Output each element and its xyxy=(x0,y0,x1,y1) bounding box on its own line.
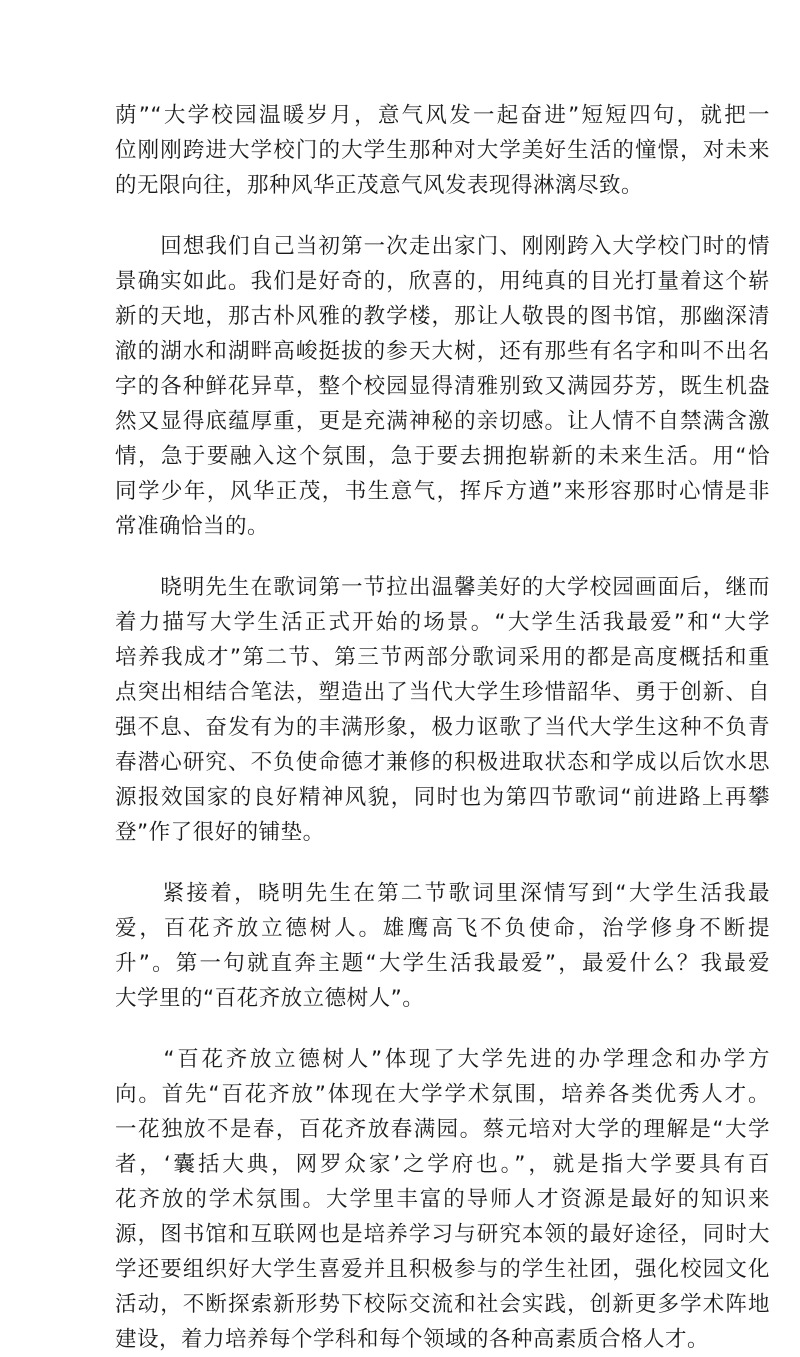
text-line: 一花独放不是春，百花齐放春满园。蔡元培对大学的理解是“大学 xyxy=(115,1117,770,1142)
body-text xyxy=(115,98,770,1357)
paragraph-gap xyxy=(115,1016,770,1042)
paragraph-gap xyxy=(115,850,770,876)
text-line: 培养我成才”第二节、第三节两部分歌词采用的都是高度概括和重 xyxy=(115,645,770,670)
text-line: 强不息、奋发有为的丰满形象，极力讴歌了当代大学生这种不负青 xyxy=(115,715,770,740)
paragraph-1 xyxy=(115,98,770,203)
text-line: 建设，着力培养每个学科和每个领域的各种高素质合格人才。 xyxy=(115,1327,710,1352)
text-line: 升”。第一句就直奔主题“大学生活我最爱”，最爱什么？我最爱 xyxy=(115,951,770,976)
text-line: 澈的湖水和湖畔高峻挺拔的参天大树，还有那些有名字和叫不出名 xyxy=(115,339,770,364)
text-line: 然又显得底蕴厚重，更是充满神秘的亲切感。让人情不自禁满含激 xyxy=(115,409,770,434)
text-line: 紧接着，晓明先生在第二节歌词里深情写到“大学生活我最 xyxy=(115,881,770,906)
text-line: 者，‘囊括大典，网罗众家’之学府也。”，就是指大学要具有百 xyxy=(115,1152,770,1177)
paragraph-2 xyxy=(115,229,770,544)
text-line: 同学少年，风华正茂，书生意气，挥斥方遒”来形容那时心情是非 xyxy=(115,479,770,504)
text-line: 荫”“大学校园温暖岁月，意气风发一起奋进”短短四句，就把一 xyxy=(115,103,770,128)
text-line: 位刚刚跨进大学校门的大学生那种对大学美好生活的憧憬，对未来 xyxy=(115,138,770,163)
text-line: 回想我们自己当初第一次走出家门、刚刚跨入大学校门时的情 xyxy=(115,234,770,259)
text-line: 春潜心研究、不负使命德才兼修的积极进取状态和学成以后饮水思 xyxy=(115,750,770,775)
text-line: 大学里的“百花齐放立德树人”。 xyxy=(115,986,425,1011)
text-line: 活动，不断探索新形势下校际交流和社会实践，创新更多学术阵地 xyxy=(115,1292,770,1317)
paragraph-4 xyxy=(115,876,770,1016)
paragraph-gap xyxy=(115,544,770,570)
text-line: 点突出相结合笔法，塑造出了当代大学生珍惜韶华、勇于创新、自 xyxy=(115,680,770,705)
text-line: 字的各种鲜花异草，整个校园显得清雅别致又满园芬芳，既生机盎 xyxy=(115,374,770,399)
text-line: 学还要组织好大学生喜爱并且积极参与的学生社团，强化校园文化 xyxy=(115,1257,770,1282)
text-line: 景确实如此。我们是好奇的，欣喜的，用纯真的目光打量着这个崭 xyxy=(115,269,770,294)
text-line: 新的天地，那古朴风雅的教学楼，那让人敬畏的图书馆，那幽深清 xyxy=(115,304,770,329)
text-line: 情，急于要融入这个氛围，急于要去拥抱崭新的未来生活。用“恰 xyxy=(115,444,770,469)
text-line: 源报效国家的良好精神风貌，同时也为第四节歌词“前进路上再攀 xyxy=(115,785,770,810)
paragraph-gap xyxy=(115,203,770,229)
text-line: 花齐放的学术氛围。大学里丰富的导师人才资源是最好的知识来 xyxy=(115,1187,770,1212)
text-line: 源，图书馆和互联网也是培养学习与研究本领的最好途径，同时大 xyxy=(115,1222,770,1247)
text-line: 晓明先生在歌词第一节拉出温馨美好的大学校园画面后，继而 xyxy=(115,575,770,600)
text-line: 爱，百花齐放立德树人。雄鹰高飞不负使命，治学修身不断提 xyxy=(115,916,770,941)
text-line: 着力描写大学生活正式开始的场景。“大学生活我最爱”和“大学 xyxy=(115,610,770,635)
text-line: 登”作了很好的铺垫。 xyxy=(115,820,325,845)
paragraph-5 xyxy=(115,1042,770,1357)
text-line: 的无限向往，那种风华正茂意气风发表现得淋漓尽致。 xyxy=(115,173,644,198)
text-line: 常准确恰当的。 xyxy=(115,514,270,539)
text-line: “百花齐放立德树人”体现了大学先进的办学理念和办学方 xyxy=(115,1047,770,1072)
text-line: 向。首先“百花齐放”体现在大学学术氛围，培养各类优秀人才。 xyxy=(115,1082,770,1107)
paragraph-3 xyxy=(115,570,770,850)
